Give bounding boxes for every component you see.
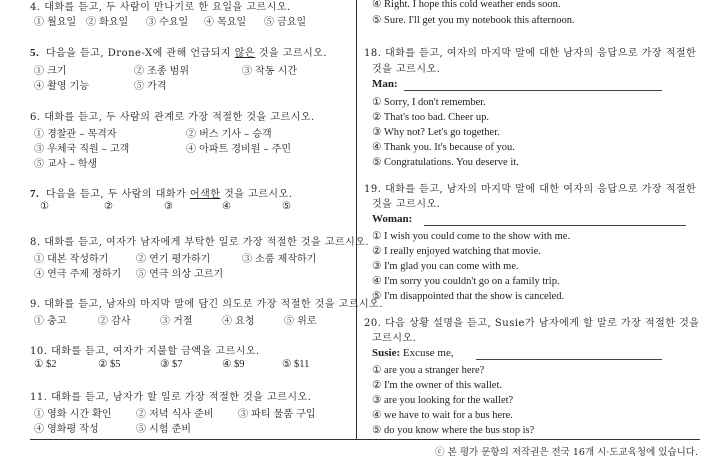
option[interactable]: ② (104, 201, 113, 212)
option[interactable]: ④ 요청 (222, 316, 255, 327)
option[interactable]: ④ $9 (222, 359, 245, 370)
option[interactable]: ② 감사 (98, 316, 131, 327)
option[interactable]: ② $5 (98, 359, 121, 370)
q20-option[interactable]: ③ are you looking for the wallet? (372, 395, 514, 406)
option[interactable]: ⑤ 교사 – 학생 (34, 159, 98, 170)
q19-option[interactable]: ⑤ I'm disappointed that the show is canceled. (372, 291, 565, 302)
q6-question: 6. 대화를 듣고, 두 사람의 관계로 가장 적절한 것을 고르시오. (30, 112, 315, 123)
q19-question-cont: 것을 고르시오. (372, 199, 441, 210)
option[interactable]: ② 저녁 식사 준비 (136, 409, 214, 420)
option[interactable]: ③ 작동 시간 (242, 66, 297, 77)
q20-option[interactable]: ④ we have to wait for a bus here. (372, 410, 513, 421)
q18-option[interactable]: ③ Why not? Let's go together. (372, 127, 500, 138)
q19-speaker: Woman: (372, 213, 413, 225)
q18-option[interactable]: ② That's too bad. Cheer up. (372, 112, 489, 123)
answer-blank (404, 90, 662, 91)
option[interactable]: ⑤ 위로 (284, 316, 317, 327)
q9-question: 9. 대화를 듣고, 남자의 마지막 말에 담긴 의도로 가장 적절한 것을 고르시오. (30, 299, 384, 310)
option[interactable]: ④ (222, 201, 231, 212)
option[interactable]: ② 조종 범위 (134, 66, 189, 77)
q18-option[interactable]: ④ Thank you. It's because of you. (372, 142, 515, 153)
answer-blank (476, 359, 662, 360)
q5-question: 5. 다음을 듣고, Drone-X에 관해 언급되지 않은 것을 고르시오. (30, 47, 328, 59)
q19-option[interactable]: ② I really enjoyed watching that movie. (372, 246, 541, 257)
option[interactable]: ⑤ 시험 준비 (136, 424, 191, 435)
q19-option[interactable]: ① I wish you could come to the show with me. (372, 231, 571, 242)
option[interactable]: ① 영화 시간 확인 (34, 409, 112, 420)
q19-option[interactable]: ④ I'm sorry you couldn't go on a family trip. (372, 276, 560, 287)
option[interactable]: ① 대본 작성하기 (34, 254, 109, 265)
q20-option[interactable]: ① are you a stranger here? (372, 365, 485, 376)
option[interactable]: ④ 아파트 경비원 – 주민 (186, 144, 291, 155)
option[interactable]: ④ 목요일 (204, 17, 247, 28)
q4-question: 4. 대화를 듣고, 두 사람이 만나기로 한 요일을 고르시오. (30, 2, 291, 13)
q18-speaker: Man: (372, 78, 398, 90)
option[interactable]: ③ 우체국 직원 – 고객 (34, 144, 130, 155)
footer-rule (30, 439, 700, 440)
q20-option[interactable]: ⑤ do you know where the bus stop is? (372, 425, 535, 436)
option[interactable]: ④ 연극 주제 정하기 (34, 269, 122, 280)
option[interactable]: ⑤ (282, 201, 291, 212)
option[interactable]: ① $2 (34, 359, 57, 370)
q19-option[interactable]: ③ I'm glad you can come with me. (372, 261, 519, 272)
option[interactable]: ② 버스 기사 – 승객 (186, 129, 272, 140)
option[interactable]: ① (40, 201, 49, 212)
q20-question: 20. 다음 상황 설명을 듣고, Susie가 남자에게 할 말로 가장 적절한 것을 (364, 318, 700, 329)
option[interactable]: ② 연기 평가하기 (136, 254, 211, 265)
q20-question-cont: 고르시오. (372, 333, 417, 344)
option[interactable]: ③ 파티 물품 구입 (238, 409, 316, 420)
option[interactable]: ③ 수요일 (146, 17, 189, 28)
copyright-notice: ⓒ 본 평가 문항의 저작권은 전국 16개 시·도교육청에 있습니다. (435, 447, 698, 458)
q18-option[interactable]: ⑤ Congratulations. You deserve it. (372, 157, 519, 168)
option[interactable]: ② 화요일 (86, 17, 129, 28)
q11-question: 11. 대화를 듣고, 남자가 할 일로 가장 적절한 것을 고르시오. (30, 392, 312, 403)
option[interactable]: ① 경찰관 – 목격자 (34, 129, 117, 140)
option[interactable]: ③ (164, 201, 173, 212)
option[interactable]: ① 충고 (34, 316, 67, 327)
option[interactable]: ④ 촬영 기능 (34, 81, 89, 92)
option[interactable]: ⑤ 연극 의상 고르기 (136, 269, 224, 280)
q20-speaker: Susie: Excuse me, (372, 347, 454, 359)
option[interactable]: ③ 소품 제작하기 (242, 254, 317, 265)
option[interactable]: ① 크기 (34, 66, 67, 77)
column-divider (356, 0, 357, 440)
q7-question: 7. 다음을 듣고, 두 사람의 대화가 어색한 것을 고르시오. (30, 188, 293, 200)
option[interactable]: ④ 영화평 작성 (34, 424, 99, 435)
option[interactable]: ① 월요일 (34, 17, 77, 28)
option[interactable]: ⑤ $11 (282, 359, 310, 370)
q17-option[interactable]: ⑤ Sure. I'll get you my notebook this afternoon. (372, 15, 575, 26)
q18-question-cont: 것을 고르시오. (372, 64, 441, 75)
q17-option[interactable]: ④ Right. I hope this cold weather ends soon. (372, 0, 561, 10)
q18-question: 18. 대화를 듣고, 여자의 마지막 말에 대한 남자의 응답으로 가장 적절한 (364, 48, 697, 59)
option[interactable]: ⑤ 금요일 (264, 17, 307, 28)
option[interactable]: ⑤ 가격 (134, 81, 167, 92)
q10-question: 10. 대화를 듣고, 여자가 지불할 금액을 고르시오. (30, 346, 260, 357)
answer-blank (424, 225, 686, 226)
q20-option[interactable]: ② I'm the owner of this wallet. (372, 380, 502, 391)
option[interactable]: ③ 거절 (160, 316, 193, 327)
q8-question: 8. 대화를 듣고, 여자가 남자에게 부탁한 일로 가장 적절한 것을 고르시오. (30, 237, 370, 248)
q18-option[interactable]: ① Sorry, I don't remember. (372, 97, 486, 108)
q19-question: 19. 대화를 듣고, 남자의 마지막 말에 대한 여자의 응답으로 가장 적절한 (364, 184, 697, 195)
option[interactable]: ③ $7 (160, 359, 183, 370)
